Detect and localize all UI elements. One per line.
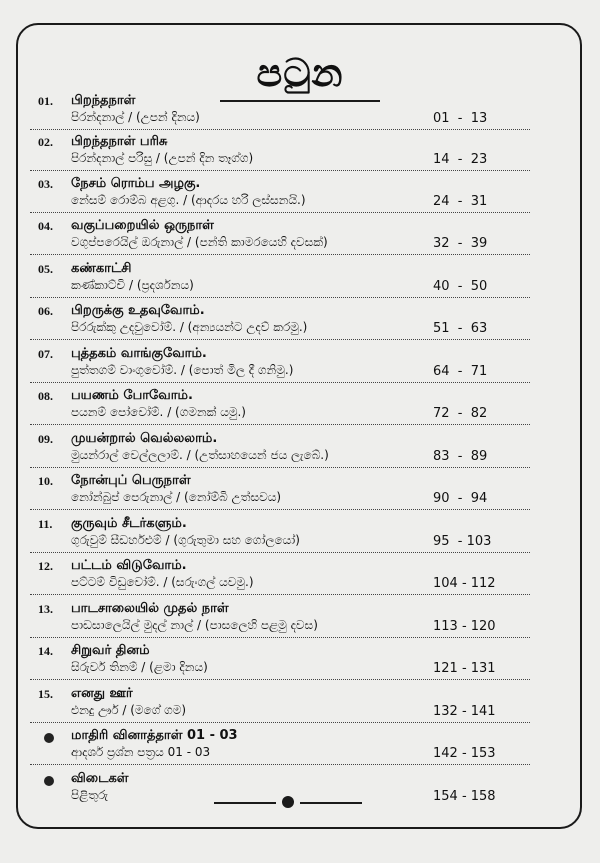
toc-entry-number: 15. bbox=[38, 687, 53, 701]
toc-entry-number: 02. bbox=[38, 135, 53, 149]
toc-entry-tamil-title: பிறந்தநாள் bbox=[71, 93, 136, 108]
toc-entry-page-range: 32 - 39 bbox=[433, 236, 488, 251]
toc-entry-number: 13. bbox=[38, 602, 53, 616]
toc-entry-page-range: 40 - 50 bbox=[433, 279, 488, 294]
toc-entry-number: 07. bbox=[38, 347, 53, 361]
toc-entry-sinhala-title: ආදර්ශ ප්‍රශ්න පත්‍රය 01 - 03 bbox=[71, 745, 211, 759]
toc-entry-number: 03. bbox=[38, 177, 53, 191]
toc-entry-page-range: 104 - 112 bbox=[433, 576, 496, 591]
toc-entry-sinhala-title: පිරරුක්කු උදවුවෝම්. / (අන්‍යයන්ට උදව් කරමු.) bbox=[71, 320, 308, 334]
toc-entry-tamil-title: பட்டம் விடுவோம். bbox=[71, 558, 187, 573]
toc-separator bbox=[30, 297, 530, 298]
toc-entry bbox=[38, 430, 558, 468]
toc-entry-sinhala-title: පුත්තගම් වාංගුවෝම්. / (පොත් මිල දී ගනිමු.) bbox=[71, 363, 294, 377]
toc-entry bbox=[38, 133, 558, 171]
toc-separator bbox=[30, 764, 530, 765]
toc-entry bbox=[38, 557, 558, 595]
toc-entry-sinhala-title: පිරන්දනාල් පරිසු / (උපන් දින තෑග්ග) bbox=[71, 151, 254, 165]
toc-entry-page-range: 90 - 94 bbox=[433, 491, 488, 506]
toc-entry-tamil-title: விடைகள் bbox=[71, 771, 129, 786]
toc-entry-sinhala-title: වගුප්පරෙයිල් ඔරුනාල් / (පන්ති කාමරයෙහි දවසක්) bbox=[71, 235, 328, 249]
toc-entry-tamil-title: பயணம் போவோம். bbox=[71, 388, 193, 403]
bullet-icon bbox=[44, 733, 54, 743]
toc-entry-page-range: 142 - 153 bbox=[433, 746, 496, 761]
toc-entry bbox=[38, 387, 558, 425]
toc-entry-number: 01. bbox=[38, 94, 53, 108]
toc-separator bbox=[30, 424, 530, 425]
toc-entry-page-range: 132 - 141 bbox=[433, 704, 496, 719]
toc-entry bbox=[38, 302, 558, 340]
toc-entry-page-range: 64 - 71 bbox=[433, 364, 488, 379]
toc-entry-page-range: 83 - 89 bbox=[433, 449, 488, 464]
toc-entry-page-range: 121 - 131 bbox=[433, 661, 496, 676]
toc-entry-sinhala-title: පට්ටම් විඩුවෝම්. / (සරුංගල් යවමු.) bbox=[71, 575, 254, 589]
toc-entry bbox=[38, 685, 558, 723]
toc-entry bbox=[38, 260, 558, 298]
toc-entry-tamil-title: வகுப்பறையில் ஒருநாள் bbox=[71, 218, 214, 233]
toc-entry-tamil-title: எனது ஊர் bbox=[71, 686, 133, 701]
footer-ornament-dot bbox=[282, 796, 294, 808]
footer-line-right bbox=[300, 802, 362, 804]
toc-entry-tamil-title: மாதிரி வினாத்தாள் 01 - 03 bbox=[71, 728, 238, 743]
toc-entry-tamil-title: நோன்புப் பெருநாள் bbox=[71, 473, 191, 488]
toc-entry-sinhala-title: නේසම් රොම්බ අළගු. / (ආදරය හරි ලස්සනයි.) bbox=[71, 193, 306, 207]
toc-entry-number: 08. bbox=[38, 389, 53, 403]
toc-entry-number: 04. bbox=[38, 219, 53, 233]
toc-entry-page-range: 95 - 103 bbox=[433, 534, 492, 549]
toc-entry-sinhala-title: නෝන්බුප් පෙරුනාල් / (නෝම්බි උත්සවය) bbox=[71, 490, 282, 504]
toc-entry-page-range: 113 - 120 bbox=[433, 619, 496, 634]
toc-entry-number: 05. bbox=[38, 262, 53, 276]
toc-entry-tamil-title: புத்தகம் வாங்குவோம். bbox=[71, 346, 207, 361]
footer-line-left bbox=[214, 802, 276, 804]
toc-entry-sinhala-title: පිළිතුරු bbox=[71, 788, 109, 802]
toc-entry-number: 12. bbox=[38, 559, 53, 573]
toc-entry bbox=[38, 345, 558, 383]
toc-entry-number: 06. bbox=[38, 304, 53, 318]
toc-entry-page-range: 72 - 82 bbox=[433, 406, 488, 421]
toc-entry-sinhala-title: මුයන්රාල් වෙල්ලලාම්. / (උත්සාහයෙන් ජය ලැබේ.) bbox=[71, 448, 329, 462]
toc-entry bbox=[38, 727, 558, 765]
toc-entry-sinhala-title: කණ්කාට්චි / (ප්‍රදර්ශනය) bbox=[71, 278, 194, 292]
toc-entry-sinhala-title: පාඩසාලෙයිල් මුදල් නාල් / (පාසලෙහි පළමු දවස) bbox=[71, 618, 318, 632]
toc-entry-tamil-title: பிறந்தநாள் பரிசு bbox=[71, 134, 168, 149]
toc-entry-tamil-title: சிறுவர் தினம் bbox=[71, 643, 150, 658]
toc-entry-page-range: 154 - 158 bbox=[433, 789, 496, 804]
toc-entry bbox=[38, 600, 558, 638]
page-title: පටුන bbox=[256, 50, 344, 95]
toc-entry-tamil-title: குருவும் சீடர்களும். bbox=[71, 516, 187, 531]
toc-separator bbox=[30, 594, 530, 595]
toc-separator bbox=[30, 637, 530, 638]
toc-separator bbox=[30, 552, 530, 553]
toc-entry-tamil-title: பாடசாலையில் முதல் நாள் bbox=[71, 601, 229, 616]
toc-entry bbox=[38, 175, 558, 213]
toc-separator bbox=[30, 509, 530, 510]
toc-entry-tamil-title: நேசம் ரொம்ப அழகு. bbox=[71, 176, 201, 191]
toc-entry-number: 14. bbox=[38, 644, 53, 658]
toc-separator bbox=[30, 339, 530, 340]
toc-entry-tamil-title: கண்காட்சி bbox=[71, 261, 132, 276]
toc-entry-tamil-title: பிறருக்கு உதவுவோம். bbox=[71, 303, 205, 318]
toc-entry-sinhala-title: පයනම් පෝවෝම්. / (ගමනක් යමු.) bbox=[71, 405, 246, 419]
toc-entry-page-range: 24 - 31 bbox=[433, 194, 488, 209]
toc-entry bbox=[38, 515, 558, 553]
toc-entry bbox=[38, 770, 558, 808]
toc-entry-page-range: 01 - 13 bbox=[433, 111, 488, 126]
toc-entry-number: 09. bbox=[38, 432, 53, 446]
toc-entry-sinhala-title: සිරුවර් තිනම් / (ළමා දිනය) bbox=[71, 660, 208, 674]
toc-entry-sinhala-title: ගුරුවුම් සීඩර්හළුම් / (ගුරුතුමා සහ ගෝලයෝ) bbox=[71, 533, 300, 547]
toc-separator bbox=[30, 679, 530, 680]
toc-entry-tamil-title: முயன்றால் வெல்லலாம். bbox=[71, 431, 218, 446]
toc-entry-page-range: 14 - 23 bbox=[433, 152, 488, 167]
bullet-icon bbox=[44, 776, 54, 786]
toc-separator bbox=[30, 467, 530, 468]
toc-entry bbox=[38, 472, 558, 510]
toc-separator bbox=[30, 254, 530, 255]
toc-entry bbox=[38, 217, 558, 255]
toc-separator bbox=[30, 382, 530, 383]
toc-entry-sinhala-title: පිරන්දනාල් / (උපන් දිනය) bbox=[71, 110, 200, 124]
toc-entry bbox=[38, 92, 558, 130]
toc-separator bbox=[30, 722, 530, 723]
toc-entry bbox=[38, 642, 558, 680]
toc-separator bbox=[30, 170, 530, 171]
toc-entry-number: 10. bbox=[38, 474, 53, 488]
toc-entry-number: 11. bbox=[38, 517, 53, 531]
toc-entry-page-range: 51 - 63 bbox=[433, 321, 488, 336]
toc-separator bbox=[30, 212, 530, 213]
toc-entry-sinhala-title: එනදු ඌර් / (මගේ ගම) bbox=[71, 703, 187, 717]
toc-separator bbox=[30, 129, 530, 130]
